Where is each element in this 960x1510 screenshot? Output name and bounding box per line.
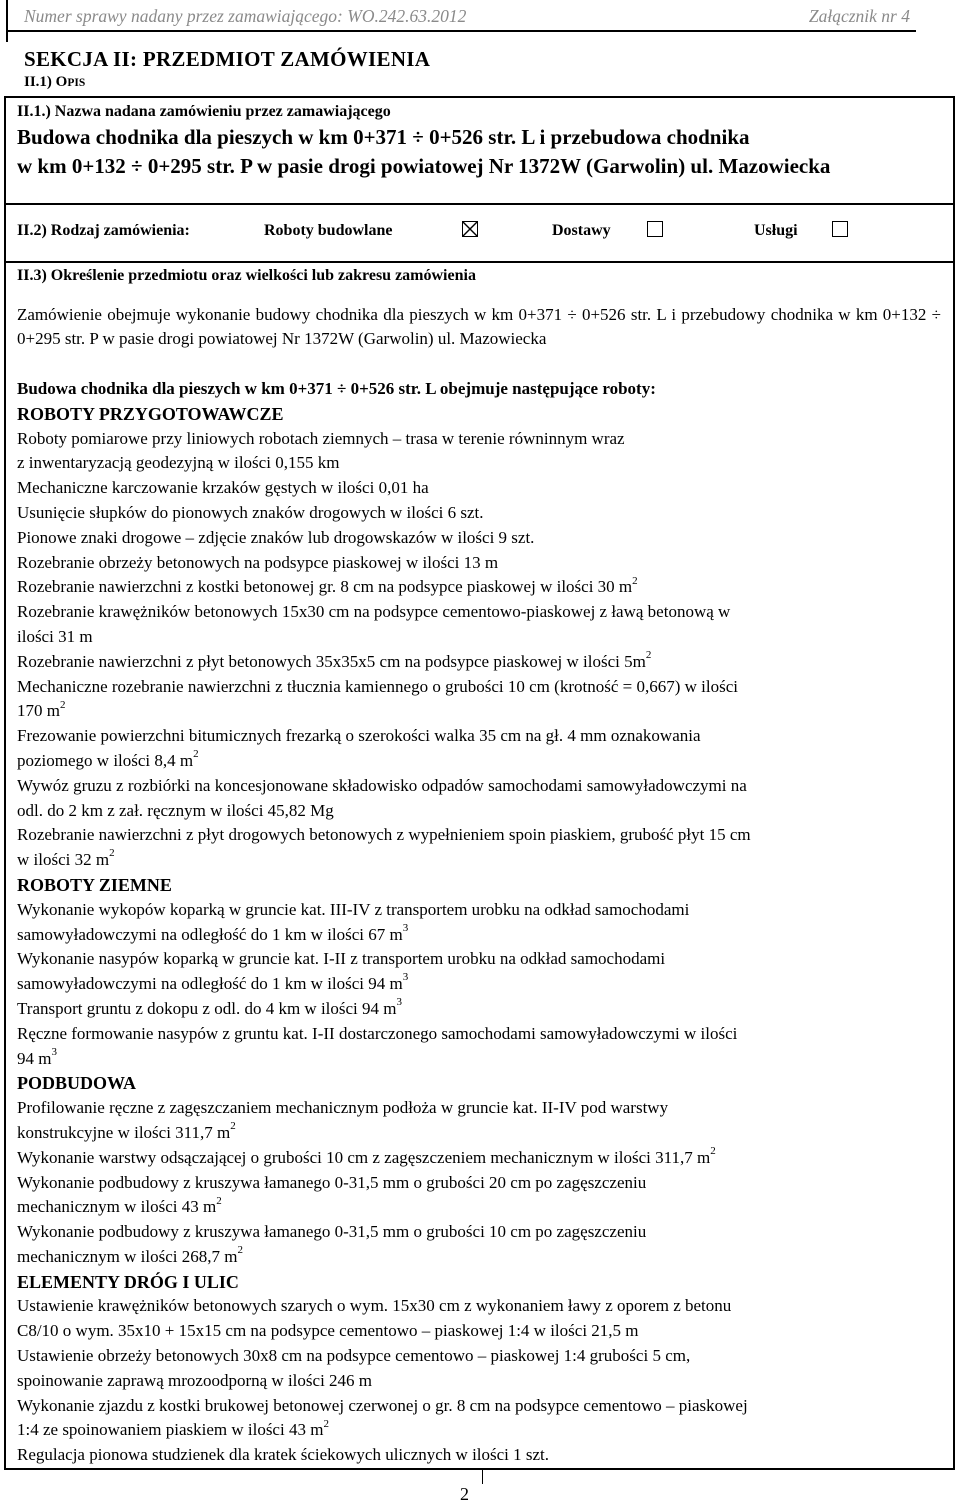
works-line [17,1171,947,1196]
unit-exponent: 2 [323,1417,329,1430]
works-heading [17,1270,947,1295]
works-line-text: PODBUDOWA [17,1073,137,1094]
works-line-text: Rozebranie nawierzchni z kostki betonowej gr. 8 cm na podsypce piaskowej w ilości 30 m [17,577,633,597]
works-checkbox[interactable] [462,221,478,237]
works-line-text: Wykonanie zjazdu z kostki brukowej betonowej czerwonej o gr. 8 cm na podsypce cementowo – piaskowej [17,1395,748,1415]
works-line-text: Wykonanie podbudowy z kruszywa łamanego 0-31,5 mm o grubości 10 cm po zagęszczeniu [17,1222,647,1242]
works-line-text: Mechaniczne karczowanie krzaków gęstych w ilości 0,01 ha [17,478,429,498]
works-line-text: w ilości 32 m [17,850,110,870]
works-line [17,947,947,972]
works-line-text: Transport gruntu z dokopu z odl. do 4 km w ilości 94 m [17,998,397,1018]
section-title: SEKCJA II: PRZEDMIOT ZAMÓWIENIA [24,47,431,71]
works-line-text: poziomego w ilości 8,4 m [17,750,194,770]
works-line-text: mechanicznym w ilości 268,7 m [17,1246,238,1266]
works-line [17,1220,947,1245]
works-lead: Budowa chodnika dla pieszych w km 0+371 ÷ 0+526 str. L obejmuje następujące roboty: [17,379,656,398]
works-line [17,799,947,824]
unit-exponent: 2 [109,847,115,860]
option-works-label: Roboty budowlane [264,222,393,239]
unit-exponent: 3 [51,1045,57,1058]
scope-intro: Zamówienie obejmuje wykonanie budowy chodnika dla pieszych w km 0+371 ÷ 0+526 str. L i przebudowy chodnika w km 0+132 ÷ 0+295 str. P w pasie drogi powiatowej Nr 1372W (Garwolin) ul. Mazowiecka [17,305,941,348]
option-services-label: Usługi [754,222,798,239]
works-line [17,650,947,675]
unit-exponent: 2 [59,698,66,711]
works-line [17,501,947,526]
works-line [17,699,947,724]
works-heading [17,1071,947,1096]
works-line-text: Regulacja pionowa studzienek dla kratek ściekowych ulicznych w ilości 1 szt. [17,1445,550,1465]
works-line [17,1146,947,1171]
works-line-text: Wykonanie warstwy odsączającej o grubości 10 cm z zagęszczeniem mechanicznym w ilości 311,7 m [17,1147,711,1167]
works-line [17,1344,947,1369]
subsection-smallcaps: PIS [67,77,86,89]
order-name-label: II.1.) Nazwa nadana zamówieniu przez zamawiającego [17,103,391,120]
works-heading [17,402,947,427]
works-line-text: Rozebranie nawierzchni z płyt betonowych 35x35x5 cm na podsypce piaskowej w ilości 5m [17,651,646,671]
works-line [17,675,947,700]
works-line-text: 170 m [17,701,60,721]
works-line [17,1418,947,1443]
works-line [17,848,947,873]
works-line-text: Ustawienie obrzeży betonowych 30x8 cm na podsypce cementowo – piaskowej 1:4 grubości 5 cm, [17,1346,691,1366]
unit-exponent: 2 [645,649,652,662]
works-line [17,1195,947,1220]
works-line [17,1443,947,1468]
works-line-text: Rozebranie krawężników betonowych 15x30 cm na podsypce cementowo-piaskowej z ławą betonową w [17,602,731,622]
works-line [17,1245,947,1270]
works-line-text: mechanicznym w ilości 43 m [17,1197,217,1217]
works-line [17,1369,947,1394]
unit-exponent: 2 [710,1145,716,1158]
subsection-prefix: II.1) O [24,74,68,90]
works-line-text: C8/10 o wym. 35x10 + 15x15 cm na podsypce cementowo – piaskowej 1:4 w ilości 21,5 m [17,1321,639,1341]
works-line [17,823,947,848]
works-line [17,1294,947,1319]
works-line-text: Wykonanie podbudowy z kruszywa łamanego 0-31,5 mm o grubości 20 cm po zagęszczeniu [17,1172,647,1192]
unit-exponent: 2 [216,1194,222,1207]
works-line-text: Roboty pomiarowe przy liniowych robotach ziemnych – trasa w terenie równinnym wraz [17,428,625,448]
form-frame [4,96,955,1470]
works-line [17,1096,947,1121]
subsection-title [24,74,85,91]
unit-exponent: 2 [632,574,638,587]
works-line-text: Usunięcie słupków do pionowych znaków drogowych w ilości 6 szt. [17,502,484,522]
works-line [17,774,947,799]
page-header [6,0,916,32]
order-type-label: II.2) Rodzaj zamówienia: [17,222,190,239]
works-line [17,427,947,452]
works-line [17,749,947,774]
attachment-number: Załącznik nr 4 [808,6,910,26]
option-supplies-label: Dostawy [552,222,611,239]
works-line-text: samowyładowczymi na odległość do 1 km w ilości 67 m [17,924,403,944]
checked-x-icon [462,221,478,237]
works-line [17,898,947,923]
header-margin-line [6,0,8,42]
order-name-line-2: w km 0+132 ÷ 0+295 str. P w pasie drogi powiatowej Nr 1372W (Garwolin) ul. Mazowiecka [17,154,831,178]
works-line [17,625,947,650]
works-line [17,997,947,1022]
works-line-text: 1:4 ze spoinowaniem piaskiem w ilości 43 m [17,1420,324,1440]
works-line [17,451,947,476]
works-heading [17,873,947,898]
scope-label: II.3) Określenie przedmiotu oraz wielkości lub zakresu zamówienia [17,267,476,284]
works-line-text: Rozebranie nawierzchni z płyt drogowych betonowych z wypełnieniem spoin piaskiem, grubość płyt 15 cm [17,825,751,845]
supplies-checkbox[interactable] [647,221,663,237]
unit-exponent: 3 [402,971,409,984]
works-line-text: Wykonanie wykopów koparką w gruncie kat. III-IV z transportem urobku na odkład samochodami [17,899,690,919]
works-line-text: ilości 31 m [17,626,93,646]
works-line [17,600,947,625]
works-line-text: ELEMENTY DRÓG I ULIC [17,1271,239,1292]
works-line [17,1319,947,1344]
works-line-text: Ręczne formowanie nasypów z gruntu kat. I-II dostarczonego samochodami samowyładowczymi w ilości [17,1023,738,1043]
works-line [17,1394,947,1419]
unit-exponent: 3 [402,921,409,934]
works-line [17,575,947,600]
works-line-text: Frezowanie powierzchni bitumicznych frezarką o szerokości walka 35 cm na gł. 4 mm oznakowania [17,726,701,746]
order-name-box [6,98,953,205]
works-line [17,972,947,997]
page-number: 2 [460,1484,469,1504]
works-line-text: Rozebranie obrzeży betonowych na podsypce piaskowej w ilości 13 m [17,552,499,572]
services-checkbox[interactable] [832,221,848,237]
unit-exponent: 2 [237,1244,243,1257]
works-line-text: ROBOTY ZIEMNE [17,874,172,895]
works-line-text: samowyładowczymi na odległość do 1 km w ilości 94 m [17,974,403,994]
works-line [17,1022,947,1047]
works-line-text: z inwentaryzacją geodezyjną w ilości 0,155 km [17,453,340,473]
works-line-text: Pionowe znaki drogowe – zdjęcie znaków lub drogowskazów w ilości 9 szt. [17,527,535,547]
works-line [17,1121,947,1146]
works-line-text: Profilowanie ręczne z zagęszczaniem mechanicznym podłoża w gruncie kat. II-IV pod warstwy [17,1098,669,1118]
works-line-text: Mechaniczne rozebranie nawierzchni z tłucznia kamiennego o grubości 10 cm (krotność = 0,667) w ilości [17,676,738,696]
order-type-box [6,205,953,263]
works-list [17,377,947,1468]
works-line [17,1047,947,1072]
case-number: Numer sprawy nadany przez zamawiającego: WO.242.63.2012 [24,6,467,26]
works-line [17,724,947,749]
works-line-text: 94 m [17,1048,52,1068]
works-line-text: konstrukcyjne w ilości 311,7 m [17,1122,231,1142]
works-line-text: Wywóz gruzu z rozbiórki na koncesjonowane składowisko odpadów samochodami samowyładowczymi na [17,775,747,795]
works-line-text: ROBOTY PRZYGOTOWAWCZE [17,403,284,424]
works-lines [17,402,947,1468]
unit-exponent: 2 [230,1120,236,1133]
footer-line [482,1470,483,1484]
works-line-text: spoinowanie zaprawą mrozoodporną w ilości 246 m [17,1370,373,1390]
unit-exponent: 2 [193,748,199,761]
order-name-line-1: Budowa chodnika dla pieszych w km 0+371 ÷ 0+526 str. L i przebudowa chodnika [17,125,750,149]
works-line-text: odl. do 2 km z zał. ręcznym w ilości 45,82 Mg [17,800,334,820]
works-line [17,476,947,501]
unit-exponent: 3 [396,996,402,1009]
works-line [17,526,947,551]
works-line-text: Ustawienie krawężników betonowych szarych o wym. 15x30 cm z wykonaniem ławy z oporem z betonu [17,1296,732,1316]
works-line [17,923,947,948]
works-line-text: Wykonanie nasypów koparką w gruncie kat. I-II z transportem urobku na odkład samochodami [17,949,666,969]
works-line [17,551,947,576]
